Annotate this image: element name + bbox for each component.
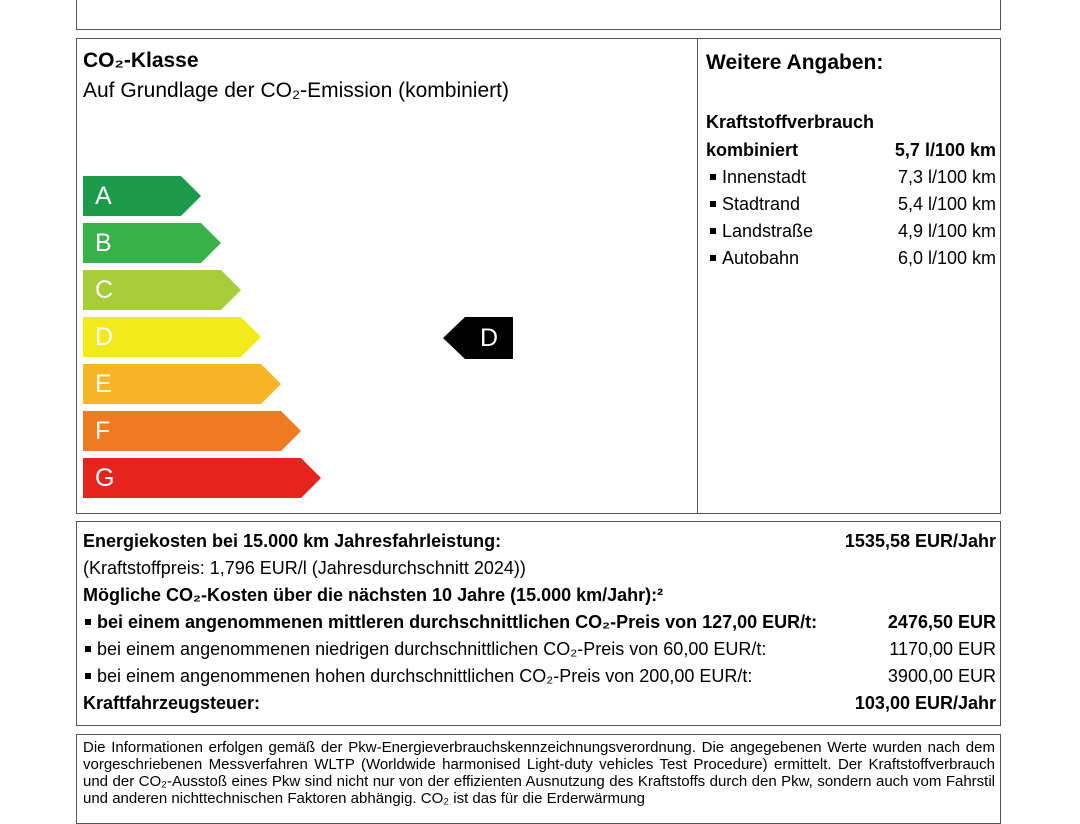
fuel-row-value: 5,4 l/100 km — [897, 194, 996, 214]
fuel-row-label: Autobahn — [722, 248, 800, 268]
co2-class-subtitle: Auf Grundlage der CO₂-Emission (kombiniert) — [83, 79, 509, 102]
energy-cost-row — [83, 531, 996, 558]
bullet-icon — [710, 255, 716, 261]
vehicle-tax-label: Kraftfahrzeugsteuer: — [83, 693, 261, 713]
co2-bar-b — [83, 223, 223, 263]
co2-bar-d — [83, 317, 263, 357]
fuel-consumption-title: Kraftstoffverbrauch — [706, 112, 875, 132]
fuel-row-label: Innenstadt — [722, 167, 807, 187]
vehicle-tax-row — [83, 693, 996, 720]
fuel-row-value: 6,0 l/100 km — [897, 248, 996, 268]
co2-bar-a-letter: A — [95, 182, 112, 210]
co2-scenario-label: bei einem angenommenen mittleren durchschnittlichen CO₂-Preis von 127,00 EUR/t: — [97, 612, 818, 632]
co2-scenario-value: 1170,00 EUR — [889, 639, 996, 659]
co2-bar-f-shape — [83, 411, 301, 451]
current-co2-class-indicator — [443, 317, 513, 359]
energy-cost-value: 1535,58 EUR/Jahr — [844, 531, 996, 551]
co2-scenario-value: 3900,00 EUR — [887, 666, 996, 686]
fuel-price-text: (Kraftstoffpreis: 1,796 EUR/l (Jahresdurchschnitt 2024)) — [83, 558, 526, 578]
bullet-icon — [710, 201, 716, 207]
vehicle-tax-value: 103,00 EUR/Jahr — [854, 693, 996, 713]
cost-panel — [76, 521, 1001, 726]
co2-bar-e — [83, 364, 283, 404]
fuel-combined-value: 5,7 l/100 km — [894, 140, 996, 160]
bullet-icon — [85, 619, 91, 625]
co2-scenario-value: 2476,50 EUR — [887, 612, 996, 632]
co2-bar-e-letter: E — [95, 370, 112, 398]
energy-cost-label: Energiekosten bei 15.000 km Jahresfahrleistung: — [83, 531, 502, 551]
co2-scenario-row — [83, 639, 996, 666]
additional-info-title: Weitere Angaben: — [706, 51, 884, 74]
legal-notice-panel — [76, 734, 1001, 824]
co2-costs-title: Mögliche CO₂-Kosten über die nächsten 10 Jahre (15.000 km/Jahr):² — [83, 585, 664, 605]
additional-info-panel — [697, 38, 1001, 514]
fuel-row-value: 7,3 l/100 km — [897, 167, 996, 187]
bullet-icon — [710, 228, 716, 234]
fuel-row-combined — [706, 140, 996, 167]
co2-bar-a — [83, 176, 203, 216]
co2-class-title: CO₂-Klasse — [83, 49, 199, 72]
co2-bar-d-letter: D — [95, 323, 114, 351]
co2-bar-g — [83, 458, 323, 498]
fuel-row-label: Stadtrand — [722, 194, 801, 214]
fuel-row — [706, 221, 996, 248]
top-panel — [76, 0, 1001, 30]
fuel-row — [706, 167, 996, 194]
co2-scenario-label: bei einem angenommenen hohen durchschnittlichen CO₂-Preis von 200,00 EUR/t: — [97, 666, 753, 686]
co2-class-panel — [76, 38, 698, 514]
co2-bar-f — [83, 411, 303, 451]
bullet-icon — [85, 673, 91, 679]
bullet-icon — [85, 646, 91, 652]
co2-bar-e-shape — [83, 364, 281, 404]
co2-bar-f-letter: F — [95, 417, 111, 445]
co2-bar-g-shape — [83, 458, 321, 498]
fuel-row-label: Landstraße — [722, 221, 814, 241]
fuel-row — [706, 248, 996, 275]
co2-scenario-label: bei einem angenommenen niedrigen durchschnittlichen CO₂-Preis von 60,00 EUR/t: — [97, 639, 767, 659]
fuel-price-row — [83, 558, 996, 585]
fuel-row — [706, 194, 996, 221]
co2-bar-c-letter: C — [95, 276, 114, 304]
co2-scenario-row — [83, 666, 996, 693]
fuel-row-value: 4,9 l/100 km — [897, 221, 996, 241]
legal-notice-text: Die Informationen erfolgen gemäß der Pkw-Energieverbrauchskennzeichnungsverordnung. Die angegebenen Werte wurden nach dem vorgeschriebenen Messverfahren WLTP (Worldwide harmonised Light-duty vehicles Test Procedure) ermittelt. Der Kraftstoffverbrauch und der CO₂-Ausstoß eines Pkw sind nicht nur von der effizienten Ausnutzung des Kraftstoffs durch den Pkw, sondern auch vom Fahrstil und anderen nichttechnischen Faktoren abhängig. CO₂ ist das für die Erderwärmung — [83, 739, 995, 807]
co2-scenario-row — [83, 612, 996, 639]
co2-bar-g-letter: G — [95, 464, 115, 492]
current-co2-class-letter: D — [479, 324, 499, 352]
fuel-combined-label: kombiniert — [706, 140, 799, 160]
bullet-icon — [710, 174, 716, 180]
co2-bar-c — [83, 270, 243, 310]
co2-costs-title-row — [83, 585, 996, 612]
co2-bar-b-letter: B — [95, 229, 112, 257]
